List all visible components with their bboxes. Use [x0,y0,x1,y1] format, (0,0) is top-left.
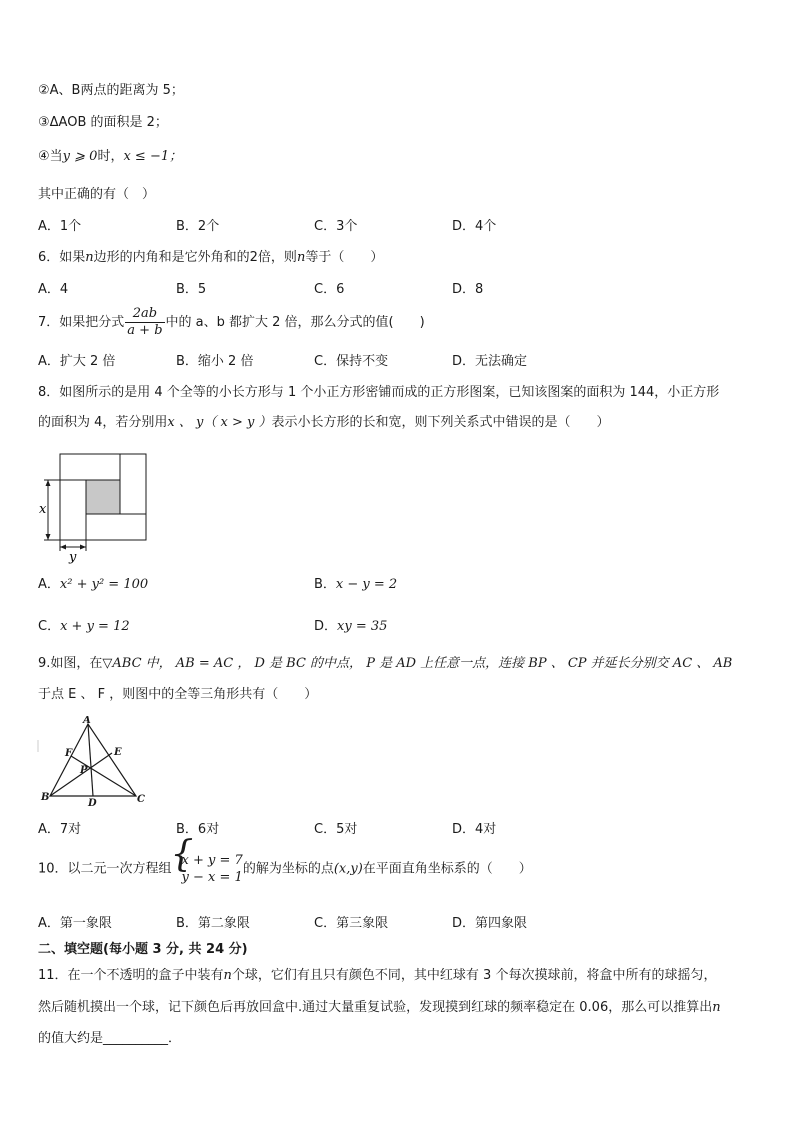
q8-option-a-math: x² + y² = 100 [59,577,149,592]
q8-option-b[interactable] [314,576,397,594]
q5-s4-mid: 时， [97,149,124,164]
q9-label-c: C [137,794,145,805]
q7-option-a[interactable]: A．扩大 2 倍 [38,354,116,369]
rect-top [60,454,120,480]
q8-option-c-label: C． [38,619,61,634]
q8-option-a-label: A． [38,577,60,592]
q11-line2 [38,999,721,1017]
q5-statement-3: ③ΔAOB 的面积是 2； [38,115,168,130]
q11-line3: 的值大约是__________． [38,1031,182,1046]
q7-stem [38,306,425,339]
q9-stem-line2: 于点 E 、 F ，则图中的全等三角形共有（ ） [38,687,318,702]
q7-fraction-denominator: a + b [127,323,163,338]
q10-equation-2: y − x = 1 [181,870,243,885]
q9-label-d: D [88,798,97,808]
q6-tail: 等于（ ） [305,250,384,265]
q5-option-b[interactable]: B．2个 [176,219,220,234]
q10-option-b[interactable]: B．第二象限 [176,916,250,931]
q7-post: 中的 a、b 都扩大 2 倍，那么分式的值( ) [165,315,425,330]
q8-line2-post: 表示小长方形的长和宽，则下列关系式中错误的是（ ） [271,415,610,430]
q6-var: n [85,250,94,265]
q7-option-c[interactable]: C．保持不变 [314,354,389,369]
q6-var2: n [296,250,306,265]
q5-s4-cond2: x ≤ −1； [123,149,183,164]
q10-point: (x,y) [333,861,363,877]
q9-triangle-figure [36,716,146,808]
q9-option-a[interactable]: A．7对 [38,822,82,837]
q8-option-c[interactable] [38,618,130,636]
q5-statement-4 [38,148,182,166]
q7-fraction-numerator: 2ab [125,306,164,323]
q9-line1-math: ▽ABC 中， AB = AC ， D 是 BC 的中点， P 是 AD 上任意一点，连接 BP 、 CP 并延长分别交 AC 、 AB [102,656,733,671]
q9-label-f: F [65,748,73,759]
q5-s4-pre: ④当 [38,149,63,164]
q8-stem-line2 [38,414,609,432]
q8-option-c-math: x + y = 12 [60,619,130,634]
rect-bottom [86,514,146,540]
q8-fig-label-x: x [39,502,47,517]
inner-small-square [86,480,120,514]
q11-var: n [223,968,232,983]
q9-label-a: A [83,716,91,726]
q9-option-c[interactable]: C．5对 [314,822,358,837]
section-2-heading: 二、填空题(每小题 3 分, 共 24 分) [38,942,248,957]
q8-option-b-label: B． [314,577,336,592]
q5-s4-cond1: y ⩾ 0 [62,149,98,164]
q8-fig-label-y: y [69,550,77,565]
q8-line2-vars: x 、 y（ x > y ） [167,415,272,430]
q9-line1-pre: 9.如图，在 [38,656,103,671]
q11-line1-pre: 11．在一个不透明的盒子中装有 [38,968,224,983]
q9-option-d[interactable]: D．4对 [452,822,497,837]
q6-pre: 6．如果 [38,250,86,265]
q11-line1 [38,967,716,985]
rect-left [60,480,86,540]
q7-option-d[interactable]: D．无法确定 [452,354,528,369]
q8-square-figure [36,450,156,565]
rect-right [120,454,146,514]
q10-pre: 10．以二元一次方程组 [38,861,172,877]
q8-stem-line1: 8．如图所示的是用 4 个全等的小长方形与 1 个小正方形密铺而成的正方形图案，已知该图案的面积为 144，小正方形 [38,385,720,400]
q5-prompt: 其中正确的有（ ） [38,187,156,202]
q11-var2: n [712,1000,721,1015]
q9-stem-line1 [38,655,732,673]
q8-option-d[interactable] [314,618,387,636]
q10-mid: 的解为坐标的点 [242,861,334,877]
q9-label-e: E [114,747,122,758]
q9-label-b: B [41,792,50,803]
segment-cf [71,756,136,796]
q7-option-b[interactable]: B．缩小 2 倍 [176,354,254,369]
q8-option-d-label: D． [314,619,338,634]
q6-option-a[interactable]: A．4 [38,282,69,297]
q10-equation-system [172,852,243,886]
q10-post: 在平面直角坐标系的（ ） [362,861,532,877]
triangle-abc [50,724,136,796]
q8-option-b-math: x − y = 2 [335,577,398,592]
q6-option-c[interactable]: C．6 [314,282,345,297]
q9-label-p: P [80,765,88,776]
q11-line1-post: 个球，它们有且只有颜色不同，其中红球有 3 个每次摸球前，将盒中所有的球摇匀， [231,968,717,983]
q6-option-b[interactable]: B．5 [176,282,207,297]
q10-option-a[interactable]: A．第一象限 [38,916,112,931]
q5-statement-2: ②A、B两点的距离为 5； [38,83,184,98]
q7-pre: 7．如果把分式 [38,315,125,330]
q10-stem [38,852,532,886]
q10-option-d[interactable]: D．第四象限 [452,916,528,931]
q10-equation-1: { x + y = 7 [181,853,243,868]
q7-fraction [125,306,164,339]
q6-stem [38,249,383,267]
q9-option-b[interactable]: B．6对 [176,822,220,837]
q6-option-d[interactable]: D．8 [452,282,484,297]
q8-option-a[interactable] [38,576,148,594]
q5-option-a[interactable]: A．1个 [38,219,82,234]
segment-ad [88,724,93,796]
q5-option-d[interactable]: D．4个 [452,219,497,234]
q5-option-c[interactable]: C．3个 [314,219,358,234]
q6-post: 边形的内角和是它外角和的2倍，则 [93,250,297,265]
q11-line2-text: 然后随机摸出一个球，记下颜色后再放回盒中.通过大量重复试验，发现摸到红球的频率稳定在 0.06，那么可以推算出 [38,1000,713,1015]
q8-line2-pre: 的面积为 4，若分别用 [38,415,168,430]
q10-option-c[interactable]: C．第三象限 [314,916,389,931]
q8-option-d-math: xy = 35 [337,619,388,634]
